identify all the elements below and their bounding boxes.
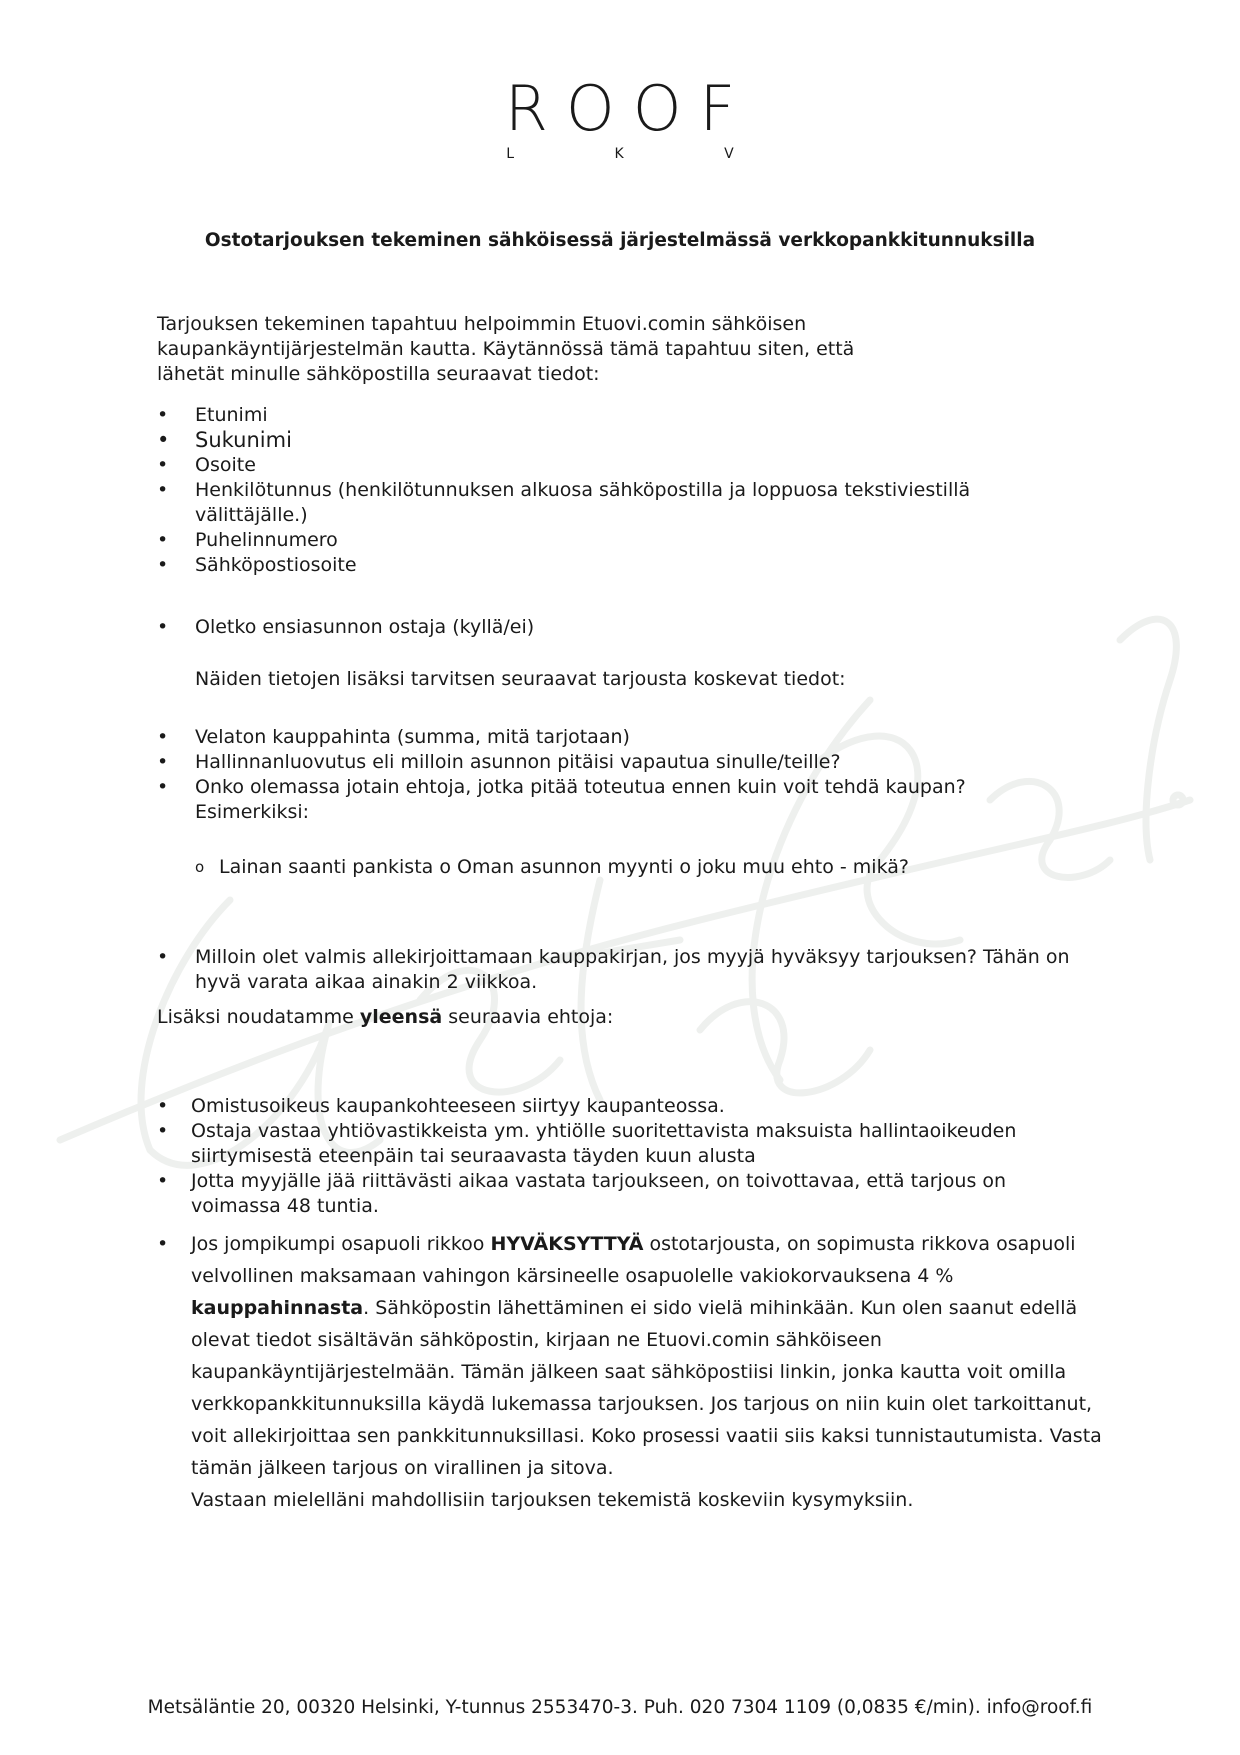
terms-list [157, 1094, 1107, 1219]
document-title: Ostotarjouksen tekeminen sähköisessä järjestelmässä verkkopankkitunnuksilla [204, 230, 1036, 251]
additional-intro-text: Näiden tietojen lisäksi tarvitsen seuraavat tarjousta koskevat tiedot: [195, 668, 846, 690]
logo-wordmark: ROOF [504, 72, 754, 145]
breach-text-3: . Sähköpostin lähettäminen ei sido vielä mihinkään. Kun olen saanut edellä olevat tiedot sisältävän sähköpostin, kirjaan ne Etuovi.comin sähköiseen kaupankäyntijärjestelmään. Tämän jälkeen saat sähköpostiisi linkin, jonka kautta voit omilla verkkopankkitunnuksilla käydä lukemassa tarjouksen. Jos tarjous on niin kuin olet tarkoittanut, voit allekirjoittaa sen pankkitunnuksillasi. Koko prosessi vaatii siis kaksi tunnistautumista. Vasta tämän jälkeen tarjous on virallinen ja sitova. [191, 1297, 1102, 1479]
breach-list-item [157, 1228, 1121, 1516]
list-item: • Etunimi [157, 403, 1107, 428]
terms-intro-after: seuraavia ehtoja: [442, 1006, 614, 1028]
conditions-sublist [195, 855, 1145, 880]
terms-intro-before: Lisäksi noudatamme [157, 1006, 360, 1028]
roof-logo [0, 72, 1240, 162]
list-item: • Onko olemassa jotain ehtoja, jotka pitää toteutua ennen kuin voit tehdä kaupan? Esimerkiksi: [157, 775, 1015, 825]
breach-text-1: Jos jompikumpi osapuoli rikkoo [191, 1233, 491, 1255]
breach-bold-2: kauppahinnasta [191, 1297, 364, 1319]
offer-list [157, 725, 1107, 825]
list-item: o Lainan saanti pankista o Oman asunnon myynti o joku muu ehto - mikä? [195, 855, 1145, 880]
intro-text: Tarjouksen tekeminen tapahtuu helpoimmin Etuovi.comin sähköisen kaupankäyntijärjestelmän kautta. Käytännössä tämä tapahtuu siten, että lähetät minulle sähköpostilla seuraavat tiedot: [157, 313, 855, 385]
list-item: • Puhelinnumero [157, 528, 1107, 553]
list-item: • Oletko ensiasunnon ostaja (kyllä/ei) [157, 615, 1107, 640]
list-item: • Henkilötunnus (henkilötunnuksen alkuosa sähköpostilla ja loppuosa tekstiviestillä välittäjälle.) [157, 478, 1015, 528]
additional-intro [157, 667, 1107, 692]
breach-bold-1: HYVÄKSYTTYÄ [490, 1233, 644, 1255]
first-buyer-list [157, 615, 1107, 640]
logo-subtitle: L K V [506, 146, 782, 162]
terms-intro-bold: yleensä [359, 1006, 443, 1028]
closing-text: Vastaan mielelläni mahdollisiin tarjouksen tekemistä koskeviin kysymyksiin. [191, 1489, 914, 1511]
list-item: • Hallinnanluovutus eli milloin asunnon pitäisi vapautua sinulle/teille? [157, 750, 1107, 775]
list-item: • Sukunimi [157, 428, 1107, 453]
list-item: • Osoite [157, 453, 1107, 478]
intro-paragraph [157, 312, 1107, 387]
list-item: • Omistusoikeus kaupankohteeseen siirtyy kaupanteossa. [157, 1094, 1107, 1119]
terms-intro [157, 1005, 1107, 1030]
signing-list [157, 945, 1107, 995]
breach-text-2: ostotarjousta, on sopimusta rikkova osapuoli velvollinen maksamaan vahingon kärsineelle osapuolelle vakiokorvauksena 4 % [191, 1233, 1076, 1287]
list-item: • Milloin olet valmis allekirjoittamaan kauppakirjan, jos myyjä hyväksyy tarjouksen? Tähän on hyvä varata aikaa ainakin 2 viikkoa. [157, 945, 1095, 995]
list-item: • Ostaja vastaa yhtiövastikkeista ym. yhtiölle suoritettavista maksuista hallintaoikeuden siirtymisestä eteenpäin tai seuraavasta täyden kuun alusta [157, 1119, 1071, 1169]
list-item: • Jotta myyjälle jää riittävästi aikaa vastata tarjoukseen, on toivottavaa, että tarjous on voimassa 48 tuntia. [157, 1169, 1071, 1219]
footer-contact: Metsäläntie 20, 00320 Helsinki, Y-tunnus 2553470-3. Puh. 020 7304 1109 (0,0835 €/min). info@roof.fi [147, 1697, 1093, 1718]
list-item: • Velaton kauppahinta (summa, mitä tarjotaan) [157, 725, 1107, 750]
breach-clause [157, 1228, 1107, 1516]
list-item: • Sähköpostiosoite [157, 553, 1107, 578]
fields-list [157, 403, 1107, 578]
